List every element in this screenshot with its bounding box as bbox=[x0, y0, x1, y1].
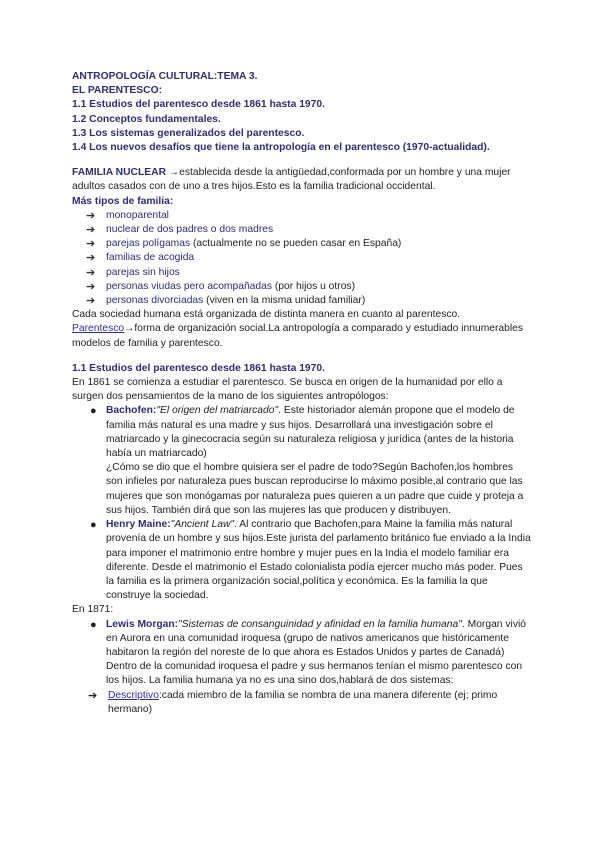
familia-nuclear-definition: establecida desde la antigüedad,conformada por un hombre y una mujer adultos casados con de uno a tres hijos.Esto es la familia tradicional occidental. bbox=[72, 167, 511, 193]
list-item bbox=[86, 266, 532, 280]
work-title: "El origen del matriarcado" bbox=[156, 405, 279, 417]
arrow-bullet-icon: ➔ bbox=[86, 280, 96, 293]
work-title: "Ancient Law" bbox=[170, 519, 235, 531]
list-item bbox=[86, 280, 532, 294]
paragraph-text: ¿Cómo se dio que el hombre quisiera ser el padre de todo?Según Bachofen,los hombres son infieles por naturaleza pues buscan reproducirse lo máximo posible,al contrario que las mujeres que son monógamas por naturaleza pues quieren a un padre que cuide y proteja a sus hijos. También dirá que son las mujeres las que producen y distribuyen. bbox=[106, 462, 524, 516]
document-content bbox=[72, 70, 532, 717]
arrow-bullet-icon: ➔ bbox=[86, 224, 96, 237]
tipo-label: personas divorciadas bbox=[106, 295, 204, 307]
anthropologists-list bbox=[72, 404, 532, 603]
tipos-familia-list bbox=[72, 209, 532, 308]
sub-list-item-descriptivo bbox=[72, 689, 532, 717]
toc-item-1-3: 1.3 Los sistemas generalizados del parentesco. bbox=[72, 127, 305, 139]
list-item-maine bbox=[90, 518, 532, 603]
tipo-label: parejas sin hijos bbox=[106, 266, 180, 278]
arrow-glyph: → bbox=[124, 323, 135, 335]
tipo-label: parejas polígamas bbox=[106, 238, 191, 250]
arrow-bullet-icon: ➔ bbox=[88, 689, 98, 702]
document-title: ANTROPOLOGÍA CULTURAL:TEMA 3. bbox=[72, 71, 258, 82]
anthropologists-list-2 bbox=[72, 618, 532, 689]
arrow-bullet-icon: ➔ bbox=[86, 238, 96, 251]
bullet-dot-icon: ● bbox=[90, 519, 97, 532]
list-item-morgan bbox=[90, 618, 532, 689]
familia-nuclear-term: FAMILIA NUCLEAR bbox=[72, 167, 166, 179]
list-item bbox=[86, 294, 532, 308]
descriptivo-text: :cada miembro de la familia se nombra de una manera diferente (ej; primo hermano) bbox=[108, 689, 498, 715]
list-item bbox=[86, 223, 532, 237]
section-1-1-heading: 1.1 Estudios del parentesco desde 1861 hasta 1970. bbox=[72, 362, 325, 374]
descriptivo-link[interactable]: Descriptivo bbox=[108, 689, 159, 701]
tipo-note: (viven en la misma unidad familiar) bbox=[203, 295, 366, 307]
document-subtitle: EL PARENTESCO: bbox=[72, 85, 163, 97]
bullet-dot-icon: ● bbox=[90, 618, 97, 631]
work-title: "Sistemas de consanguinidad y afinidad en la familia humana" bbox=[178, 618, 462, 630]
arrow-bullet-icon: ➔ bbox=[86, 252, 96, 265]
toc-item-1-2: 1.2 Conceptos fundamentales. bbox=[72, 113, 221, 125]
arrow-bullet-icon: ➔ bbox=[86, 209, 96, 222]
anthropologist-name: Henry Maine: bbox=[106, 519, 171, 531]
tipo-note: (actualmente no se pueden casar en España) bbox=[190, 238, 402, 250]
paragraph-text: . Al contrario que Bachofen,para Maine la familia más natural provenía de un hombre y sus hijos.Este jurista del parlamento británico fue enviado a la India para imponer el matrimonio entre hombre y mujer pues en la India el modelo familiar era diferente. Desde el matrimonio el Estado colonialista podía ejercer mucho más poder. Pues la familia es la primera organización social,política y económica. Es la familia la que construye la sociedad. bbox=[106, 519, 531, 602]
list-item bbox=[86, 251, 532, 265]
list-item bbox=[86, 209, 532, 223]
year-label: En 1871: bbox=[72, 604, 114, 616]
parentesco-definition: forma de organización social.La antropología a comparado y estudiado innumerables modelos de familia y parentesco. bbox=[72, 323, 524, 349]
tipo-label: monoparental bbox=[106, 209, 169, 221]
closing-paragraph: Cada sociedad humana está organizada de distinta manera en cuanto al parentesco. bbox=[72, 309, 461, 321]
tipo-label: nuclear de dos padres o dos madres bbox=[106, 224, 274, 236]
list-item bbox=[86, 237, 532, 251]
toc-item-1-4: 1.4 Los nuevos desafíos que tiene la antropología en el parentesco (1970-actualidad). bbox=[72, 142, 490, 154]
arrow-bullet-icon: ➔ bbox=[86, 295, 96, 308]
anthropologist-name: Bachofen: bbox=[106, 405, 157, 417]
paragraph-text: . Este historiador alemán propone que el modelo de familia más natural es una madre y sus hijos. Desarrollará una investigación sobre el matriarcado y la ginecocracia según su naturaleza religiosa y jurídica (antes de la historia había un matriarcado) bbox=[106, 405, 515, 460]
mas-tipos-heading: Más tipos de familia: bbox=[72, 195, 174, 207]
arrow-glyph: → bbox=[168, 167, 180, 179]
parentesco-link[interactable]: Parentesco bbox=[72, 323, 125, 335]
bullet-dot-icon: ● bbox=[90, 405, 97, 418]
anthropologist-name: Lewis Morgan: bbox=[106, 618, 179, 630]
tipo-note: (por hijos u otros) bbox=[272, 280, 355, 292]
arrow-bullet-icon: ➔ bbox=[86, 266, 96, 279]
list-item-bachofen bbox=[90, 404, 532, 518]
paragraph-text: . Morgan vivió en Aurora en una comunidad iroquesa (grupo de nativos americanos que históricamente habitaron la región del noreste de lo que ahora es Estados Unidos y partes de Canadá) Dentro de la comunidad iroquesa el padre y sus hermanos tenían el mismo parentesco con los hijos. La familia humana ya no es una sino dos,hablará de dos sistemas: bbox=[106, 618, 526, 687]
toc-item-1-1: 1.1 Estudios del parentesco desde 1861 hasta 1970. bbox=[72, 99, 325, 111]
parentesco-paragraph bbox=[72, 322, 532, 350]
tipo-label: personas viudas pero acompañadas bbox=[106, 280, 273, 292]
section-intro: En 1861 se comienza a estudiar el parentesco. Se busca en origen de la humanidad por ello a surgen dos pensamientos de la mano de los siguientes antropólogos: bbox=[72, 377, 503, 403]
tipo-label: familias de acogida bbox=[106, 252, 195, 264]
familia-nuclear-paragraph bbox=[72, 166, 532, 194]
